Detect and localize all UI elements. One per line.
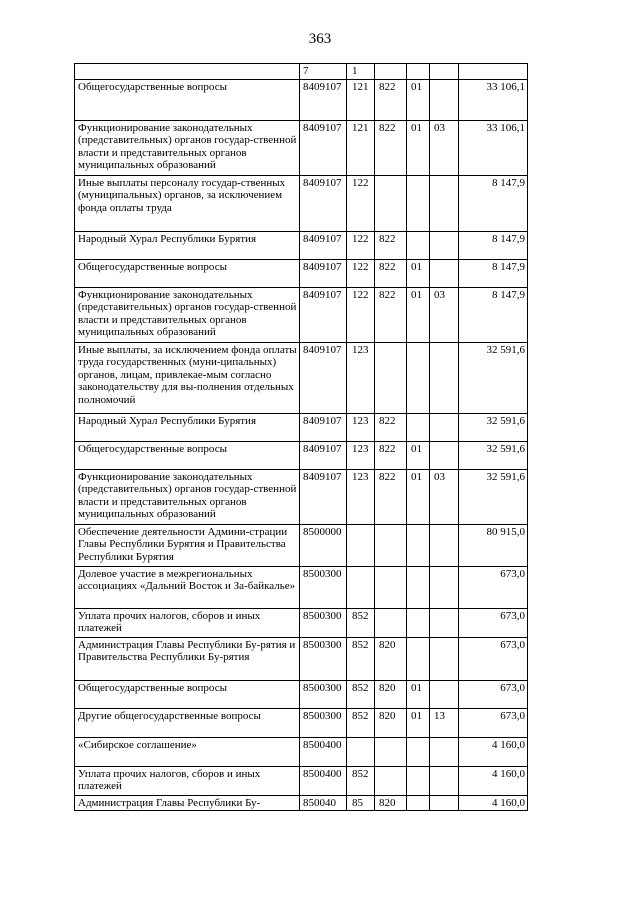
- section-code-cell: [407, 795, 430, 811]
- item-name-cell: Администрация Главы Республики Бу-: [75, 795, 300, 811]
- expense-type-cell: 123: [347, 342, 375, 413]
- administrator-code-cell: [375, 64, 407, 80]
- section-code-cell: [407, 175, 430, 231]
- item-name-cell: Иные выплаты, за исключением фонда оплаты труда государственных (муни-ципальных) органов, лицам, привлекае-мым согласно законодательству для вы-полнения отдельных полномочий: [75, 342, 300, 413]
- target-article-code-cell: 8500300: [300, 680, 347, 708]
- section-code-cell: 01: [407, 441, 430, 469]
- table-row: [75, 413, 528, 441]
- subsection-code-cell: 13: [430, 708, 459, 737]
- amount-cell: 4 160,0: [459, 795, 528, 811]
- amount-cell: 673,0: [459, 608, 528, 637]
- target-article-code-cell: 8500300: [300, 708, 347, 737]
- target-article-code-cell: 8409107: [300, 469, 347, 524]
- section-code-cell: 01: [407, 708, 430, 737]
- expense-type-cell: 852: [347, 766, 375, 795]
- table-row: [75, 795, 528, 811]
- expense-type-cell: [347, 566, 375, 608]
- table-row: [75, 175, 528, 231]
- table-row: [75, 441, 528, 469]
- amount-cell: 8 147,9: [459, 175, 528, 231]
- expense-type-cell: [347, 737, 375, 766]
- section-code-cell: [407, 342, 430, 413]
- page-number: 363: [308, 31, 332, 47]
- table-row: [75, 766, 528, 795]
- administrator-code-cell: [375, 524, 407, 566]
- subsection-code-cell: [430, 175, 459, 231]
- target-article-code-cell: 8500300: [300, 608, 347, 637]
- table-row: [75, 64, 528, 80]
- item-name-cell: Функционирование законодательных (представительных) органов государ-ственной власти и представительных органов муниципальных образований: [75, 287, 300, 342]
- section-code-cell: 01: [407, 287, 430, 342]
- section-code-cell: 01: [407, 680, 430, 708]
- expense-type-cell: 121: [347, 120, 375, 175]
- budget-table: [74, 63, 528, 811]
- administrator-code-cell: 820: [375, 795, 407, 811]
- item-name-cell: Обеспечение деятельности Админи-страции Главы Республики Бурятия и Правительства Республики Бурятия: [75, 524, 300, 566]
- expense-type-cell: 122: [347, 287, 375, 342]
- subsection-code-cell: [430, 680, 459, 708]
- table-row: [75, 708, 528, 737]
- item-name-cell: Общегосударственные вопросы: [75, 79, 300, 120]
- subsection-code-cell: [430, 608, 459, 637]
- amount-cell: 673,0: [459, 637, 528, 680]
- target-article-code-cell: 8409107: [300, 79, 347, 120]
- administrator-code-cell: 822: [375, 120, 407, 175]
- table-row: [75, 524, 528, 566]
- table-row: [75, 120, 528, 175]
- expense-type-cell: 122: [347, 231, 375, 259]
- administrator-code-cell: 822: [375, 413, 407, 441]
- administrator-code-cell: 822: [375, 287, 407, 342]
- table-row: [75, 637, 528, 680]
- amount-cell: 32 591,6: [459, 413, 528, 441]
- item-name-cell: Народный Хурал Республики Бурятия: [75, 231, 300, 259]
- expense-type-cell: 121: [347, 79, 375, 120]
- target-article-code-cell: 8409107: [300, 231, 347, 259]
- amount-cell: 4 160,0: [459, 737, 528, 766]
- item-name-cell: «Сибирское соглашение»: [75, 737, 300, 766]
- section-code-cell: 01: [407, 120, 430, 175]
- item-name-cell: Общегосударственные вопросы: [75, 441, 300, 469]
- section-code-cell: 01: [407, 469, 430, 524]
- administrator-code-cell: 820: [375, 708, 407, 737]
- administrator-code-cell: [375, 342, 407, 413]
- subsection-code-cell: [430, 231, 459, 259]
- amount-cell: 33 106,1: [459, 79, 528, 120]
- target-article-code-cell: 8409107: [300, 120, 347, 175]
- table-row: [75, 469, 528, 524]
- amount-cell: 8 147,9: [459, 287, 528, 342]
- amount-cell: 673,0: [459, 680, 528, 708]
- administrator-code-cell: [375, 566, 407, 608]
- subsection-code-cell: [430, 766, 459, 795]
- expense-type-cell: 852: [347, 680, 375, 708]
- administrator-code-cell: 822: [375, 441, 407, 469]
- table-row: [75, 259, 528, 287]
- amount-cell: 80 915,0: [459, 524, 528, 566]
- expense-type-cell: 123: [347, 469, 375, 524]
- section-code-cell: [407, 64, 430, 80]
- amount-cell: 32 591,6: [459, 342, 528, 413]
- table-row: [75, 608, 528, 637]
- subsection-code-cell: [430, 79, 459, 120]
- administrator-code-cell: [375, 766, 407, 795]
- amount-cell: 33 106,1: [459, 120, 528, 175]
- subsection-code-cell: 03: [430, 120, 459, 175]
- subsection-code-cell: [430, 342, 459, 413]
- section-code-cell: [407, 524, 430, 566]
- target-article-code-cell: 8500400: [300, 737, 347, 766]
- expense-type-cell: 123: [347, 413, 375, 441]
- target-article-code-cell: 8500000: [300, 524, 347, 566]
- item-name-cell: Народный Хурал Республики Бурятия: [75, 413, 300, 441]
- subsection-code-cell: [430, 566, 459, 608]
- target-article-code-cell: 8409107: [300, 175, 347, 231]
- item-name-cell: Иные выплаты персоналу государ-ственных (муниципальных) органов, за исключением фонда оплаты труда: [75, 175, 300, 231]
- expense-type-cell: 122: [347, 259, 375, 287]
- section-code-cell: [407, 766, 430, 795]
- subsection-code-cell: [430, 259, 459, 287]
- amount-cell: 32 591,6: [459, 469, 528, 524]
- subsection-code-cell: [430, 64, 459, 80]
- expense-type-cell: 852: [347, 637, 375, 680]
- subsection-code-cell: [430, 795, 459, 811]
- administrator-code-cell: [375, 608, 407, 637]
- item-name-cell: Уплата прочих налогов, сборов и иных платежей: [75, 608, 300, 637]
- subsection-code-cell: [430, 737, 459, 766]
- target-article-code-cell: 8409107: [300, 259, 347, 287]
- target-article-code-cell: 8500300: [300, 637, 347, 680]
- table-row: [75, 680, 528, 708]
- table-row: [75, 231, 528, 259]
- section-code-cell: [407, 231, 430, 259]
- administrator-code-cell: 822: [375, 79, 407, 120]
- expense-type-cell: 123: [347, 441, 375, 469]
- subsection-code-cell: [430, 413, 459, 441]
- expense-type-cell: 122: [347, 175, 375, 231]
- item-name-cell: Уплата прочих налогов, сборов и иных платежей: [75, 766, 300, 795]
- section-code-cell: [407, 566, 430, 608]
- expense-type-cell: 852: [347, 608, 375, 637]
- item-name-cell: Другие общегосударственные вопросы: [75, 708, 300, 737]
- target-article-code-cell: 7: [300, 64, 347, 80]
- amount-cell: 8 147,9: [459, 259, 528, 287]
- subsection-code-cell: 03: [430, 287, 459, 342]
- target-article-code-cell: 8409107: [300, 441, 347, 469]
- item-name-cell: [75, 64, 300, 80]
- administrator-code-cell: [375, 175, 407, 231]
- table-row: [75, 566, 528, 608]
- item-name-cell: Администрация Главы Республики Бу-рятия и Правительства Республики Бу-рятия: [75, 637, 300, 680]
- section-code-cell: [407, 737, 430, 766]
- target-article-code-cell: 850040: [300, 795, 347, 811]
- administrator-code-cell: 822: [375, 259, 407, 287]
- target-article-code-cell: 8500300: [300, 566, 347, 608]
- expense-type-cell: 1: [347, 64, 375, 80]
- table-row: [75, 79, 528, 120]
- expense-type-cell: 852: [347, 708, 375, 737]
- subsection-code-cell: 03: [430, 469, 459, 524]
- table-row: [75, 737, 528, 766]
- administrator-code-cell: 822: [375, 469, 407, 524]
- section-code-cell: [407, 637, 430, 680]
- table-row: [75, 287, 528, 342]
- target-article-code-cell: 8409107: [300, 413, 347, 441]
- administrator-code-cell: 820: [375, 637, 407, 680]
- subsection-code-cell: [430, 524, 459, 566]
- section-code-cell: [407, 413, 430, 441]
- target-article-code-cell: 8409107: [300, 342, 347, 413]
- table-row: [75, 342, 528, 413]
- administrator-code-cell: 822: [375, 231, 407, 259]
- item-name-cell: Общегосударственные вопросы: [75, 259, 300, 287]
- amount-cell: 32 591,6: [459, 441, 528, 469]
- target-article-code-cell: 8500400: [300, 766, 347, 795]
- amount-cell: 673,0: [459, 566, 528, 608]
- section-code-cell: 01: [407, 259, 430, 287]
- administrator-code-cell: [375, 737, 407, 766]
- subsection-code-cell: [430, 637, 459, 680]
- item-name-cell: Функционирование законодательных (представительных) органов государ-ственной власти и представительных органов муниципальных образований: [75, 469, 300, 524]
- item-name-cell: Функционирование законодательных (представительных) органов государ-ственной власти и представительных органов муниципальных образований: [75, 120, 300, 175]
- item-name-cell: Долевое участие в межрегиональных ассоциациях «Дальний Восток и За-байкалье»: [75, 566, 300, 608]
- administrator-code-cell: 820: [375, 680, 407, 708]
- section-code-cell: 01: [407, 79, 430, 120]
- subsection-code-cell: [430, 441, 459, 469]
- amount-cell: 4 160,0: [459, 766, 528, 795]
- amount-cell: 673,0: [459, 708, 528, 737]
- item-name-cell: Общегосударственные вопросы: [75, 680, 300, 708]
- amount-cell: [459, 64, 528, 80]
- expense-type-cell: [347, 524, 375, 566]
- section-code-cell: [407, 608, 430, 637]
- target-article-code-cell: 8409107: [300, 287, 347, 342]
- expense-type-cell: 85: [347, 795, 375, 811]
- amount-cell: 8 147,9: [459, 231, 528, 259]
